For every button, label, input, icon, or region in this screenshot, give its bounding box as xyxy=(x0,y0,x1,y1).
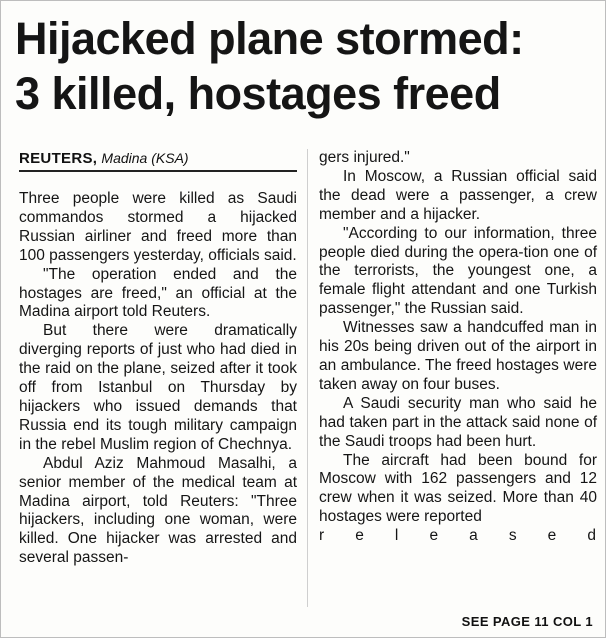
article-column-1 xyxy=(19,190,297,568)
byline-place: Madina (KSA) xyxy=(101,150,189,166)
byline-agency: REUTERS, xyxy=(19,150,98,167)
headline xyxy=(15,11,595,121)
article-column-2 xyxy=(319,149,597,546)
paragraph-continued: r e l e a s e d xyxy=(319,527,597,545)
paragraph: The aircraft had been bound for Moscow with 162 passengers and 12 crew when it was seized. More than 40 hostages were reported xyxy=(319,451,597,526)
paragraph: Witnesses saw a handcuffed man in his 20s being driven out of the airport in an ambulance. The freed hostages were taken away on four buses. xyxy=(319,319,597,393)
paragraph: In Moscow, a Russian official said the dead were a passenger, a crew member and a hijacker. xyxy=(319,167,597,223)
paragraph: "The operation ended and the hostages are freed," an official at the Madina airport told Reuters. xyxy=(19,265,297,321)
headline-line-2: 3 killed, hostages freed xyxy=(15,68,501,119)
paragraph: gers injured." xyxy=(319,149,410,166)
column-divider xyxy=(307,149,308,607)
paragraph: "According to our information, three people died during the opera-tion one of the terrorists, the youngest one, a female flight attendant and one Turkish passenger," the Russian said. xyxy=(319,224,597,318)
paragraph: But there were dramatically diverging reports of just who had died in the raid on the plane, seized after it took off from Istanbul on Thursday by hijackers who issued demands that Russia end its tough military campaign in the rebel Muslim region of Chechnya. xyxy=(19,322,297,453)
paragraph: A Saudi security man who said he had taken part in the attack said none of the Saudi troops had been hurt. xyxy=(319,394,597,450)
headline-line-1: Hijacked plane stormed: xyxy=(15,13,524,64)
paragraph: Abdul Aziz Mahmoud Masalhi, a senior member of the medical team at Madina airport, told Reuters: "Three hijackers, including one woman, were killed. One hijacker was arrested and several passen- xyxy=(19,454,297,567)
continuation-jump-line: SEE PAGE 11 COL 1 xyxy=(461,614,593,629)
paragraph: Three people were killed as Saudi commandos stormed a hijacked Russian airliner and freed more than 100 passengers yesterday, officials said. xyxy=(19,190,297,264)
byline xyxy=(19,149,297,172)
